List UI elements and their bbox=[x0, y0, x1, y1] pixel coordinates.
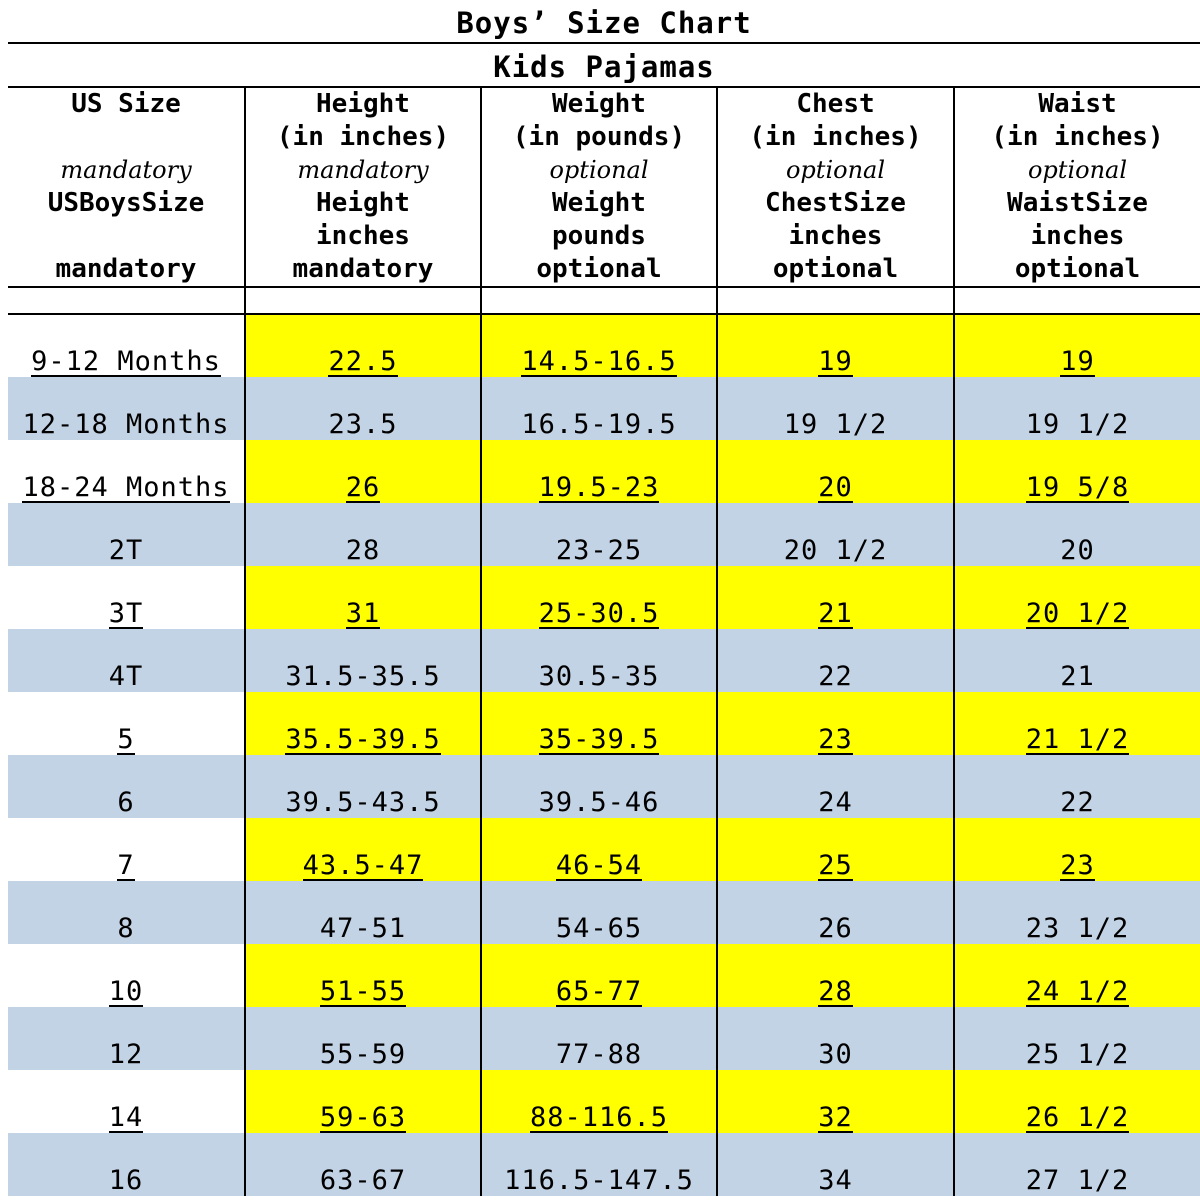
cell-value: 7 bbox=[117, 850, 135, 881]
cell-value: 21 bbox=[1060, 661, 1095, 692]
cell-value: 2T bbox=[108, 535, 144, 566]
cell-value: 25 bbox=[818, 850, 853, 881]
chest-cell bbox=[717, 629, 954, 692]
us-size-cell bbox=[8, 944, 245, 1007]
waist-cell bbox=[954, 566, 1200, 629]
table-row bbox=[8, 881, 1200, 944]
height-cell bbox=[245, 818, 481, 881]
height-cell bbox=[245, 1070, 481, 1133]
height-cell bbox=[245, 1007, 481, 1070]
cell-value: 20 1/2 bbox=[783, 535, 888, 566]
weight-cell bbox=[481, 881, 717, 944]
cell-value: 3T bbox=[108, 598, 144, 629]
cell-value: 46-54 bbox=[555, 850, 643, 881]
header-cell: ChestSize bbox=[717, 187, 954, 220]
chest-cell bbox=[717, 944, 954, 1007]
spacer-cell bbox=[954, 287, 1200, 314]
waist-cell bbox=[954, 755, 1200, 818]
cell-value: 43.5-47 bbox=[302, 850, 424, 881]
chest-cell bbox=[717, 881, 954, 944]
header-cell: inches bbox=[717, 220, 954, 253]
cell-value: 20 bbox=[1060, 535, 1095, 566]
size-rows bbox=[8, 314, 1200, 1196]
cell-value: 88-116.5 bbox=[529, 1102, 669, 1133]
weight-cell bbox=[481, 566, 717, 629]
cell-value: 31.5-35.5 bbox=[285, 661, 441, 692]
header-cell bbox=[8, 121, 245, 154]
us-size-cell bbox=[8, 377, 245, 440]
cell-value: 12-18 Months bbox=[22, 409, 230, 440]
waist-cell bbox=[954, 629, 1200, 692]
waist-cell bbox=[954, 1133, 1200, 1196]
us-size-cell bbox=[8, 818, 245, 881]
cell-value: 26 bbox=[818, 913, 853, 944]
chest-cell bbox=[717, 314, 954, 377]
table-row bbox=[8, 314, 1200, 377]
header-cell: optional bbox=[717, 253, 954, 287]
header-cell: mandatory bbox=[245, 253, 481, 287]
weight-cell bbox=[481, 314, 717, 377]
cell-value: 12 bbox=[108, 1039, 144, 1070]
spacer-cell bbox=[245, 287, 481, 314]
weight-cell bbox=[481, 692, 717, 755]
header-cell: optional bbox=[481, 154, 717, 187]
header-cell: optional bbox=[717, 154, 954, 187]
waist-cell bbox=[954, 314, 1200, 377]
us-size-cell bbox=[8, 692, 245, 755]
table-row bbox=[8, 503, 1200, 566]
waist-cell bbox=[954, 944, 1200, 1007]
header-cell: mandatory bbox=[8, 253, 245, 287]
cell-value: 20 bbox=[818, 472, 853, 503]
height-cell bbox=[245, 944, 481, 1007]
chest-cell bbox=[717, 692, 954, 755]
height-cell bbox=[245, 503, 481, 566]
header-cell: pounds bbox=[481, 220, 717, 253]
us-size-cell bbox=[8, 440, 245, 503]
cell-value: 24 1/2 bbox=[1025, 976, 1130, 1007]
cell-value: 77-88 bbox=[555, 1039, 643, 1070]
waist-cell bbox=[954, 1070, 1200, 1133]
table-row bbox=[8, 377, 1200, 440]
spacer-cell bbox=[8, 287, 245, 314]
table-row bbox=[8, 1070, 1200, 1133]
chest-cell bbox=[717, 818, 954, 881]
cell-value: 19 bbox=[818, 346, 853, 377]
table-row bbox=[8, 944, 1200, 1007]
chest-cell bbox=[717, 377, 954, 440]
cell-value: 39.5-46 bbox=[538, 787, 660, 818]
cell-value: 65-77 bbox=[555, 976, 643, 1007]
header-cell: Chest bbox=[717, 88, 954, 121]
cell-value: 19 1/2 bbox=[1025, 409, 1130, 440]
table-row bbox=[8, 629, 1200, 692]
table-row bbox=[8, 440, 1200, 503]
cell-value: 30.5-35 bbox=[538, 661, 660, 692]
waist-cell bbox=[954, 692, 1200, 755]
cell-value: 5 bbox=[117, 724, 135, 755]
header-cell: USBoysSize bbox=[8, 187, 245, 220]
cell-value: 10 bbox=[108, 976, 144, 1007]
header-cell: optional bbox=[481, 253, 717, 287]
weight-cell bbox=[481, 377, 717, 440]
chest-cell bbox=[717, 1007, 954, 1070]
waist-cell bbox=[954, 440, 1200, 503]
cell-value: 16 bbox=[108, 1165, 144, 1196]
header-cell: optional bbox=[954, 154, 1200, 187]
weight-cell bbox=[481, 1133, 717, 1196]
chest-cell bbox=[717, 1070, 954, 1133]
weight-cell bbox=[481, 503, 717, 566]
weight-cell bbox=[481, 944, 717, 1007]
cell-value: 59-63 bbox=[319, 1102, 407, 1133]
table-row bbox=[8, 1133, 1200, 1196]
header-cell: Weight bbox=[481, 187, 717, 220]
chart-title: Boys’ Size Chart bbox=[8, 0, 1200, 44]
cell-value: 6 bbox=[117, 787, 135, 818]
header-cell: US Size bbox=[8, 88, 245, 121]
header-cell bbox=[8, 220, 245, 253]
cell-value: 22 bbox=[818, 661, 853, 692]
cell-value: 26 1/2 bbox=[1025, 1102, 1130, 1133]
header-row-field-names bbox=[8, 187, 1200, 220]
cell-value: 19 5/8 bbox=[1025, 472, 1130, 503]
header-cell: Weight bbox=[481, 88, 717, 121]
waist-cell bbox=[954, 377, 1200, 440]
cell-value: 14.5-16.5 bbox=[521, 346, 677, 377]
cell-value: 55-59 bbox=[319, 1039, 407, 1070]
header-cell: inches bbox=[245, 220, 481, 253]
header-row-labels bbox=[8, 88, 1200, 121]
cell-value: 23 1/2 bbox=[1025, 913, 1130, 944]
header-cell: (in inches) bbox=[717, 121, 954, 154]
chest-cell bbox=[717, 440, 954, 503]
us-size-cell bbox=[8, 566, 245, 629]
cell-value: 25 1/2 bbox=[1025, 1039, 1130, 1070]
cell-value: 24 bbox=[818, 787, 853, 818]
height-cell bbox=[245, 629, 481, 692]
cell-value: 14 bbox=[108, 1102, 144, 1133]
header-cell: (in inches) bbox=[954, 121, 1200, 154]
header-row-units bbox=[8, 121, 1200, 154]
chest-cell bbox=[717, 503, 954, 566]
height-cell bbox=[245, 566, 481, 629]
header-cell: mandatory bbox=[245, 154, 481, 187]
us-size-cell bbox=[8, 503, 245, 566]
header-cell: (in inches) bbox=[245, 121, 481, 154]
us-size-cell bbox=[8, 755, 245, 818]
weight-cell bbox=[481, 1070, 717, 1133]
cell-value: 116.5-147.5 bbox=[504, 1165, 694, 1196]
header-row-field-units bbox=[8, 220, 1200, 253]
height-cell bbox=[245, 314, 481, 377]
cell-value: 21 1/2 bbox=[1025, 724, 1130, 755]
chest-cell bbox=[717, 1133, 954, 1196]
cell-value: 8 bbox=[117, 913, 135, 944]
height-cell bbox=[245, 692, 481, 755]
cell-value: 32 bbox=[818, 1102, 853, 1133]
cell-value: 23 bbox=[1060, 850, 1095, 881]
cell-value: 19 bbox=[1060, 346, 1095, 377]
header-cell: (in pounds) bbox=[481, 121, 717, 154]
header-cell: inches bbox=[954, 220, 1200, 253]
cell-value: 23.5 bbox=[328, 409, 398, 440]
us-size-cell bbox=[8, 314, 245, 377]
header-cell: WaistSize bbox=[954, 187, 1200, 220]
cell-value: 19 1/2 bbox=[783, 409, 888, 440]
cell-value: 28 bbox=[818, 976, 853, 1007]
table-row bbox=[8, 1007, 1200, 1070]
us-size-cell bbox=[8, 881, 245, 944]
table-row bbox=[8, 692, 1200, 755]
cell-value: 63-67 bbox=[319, 1165, 407, 1196]
weight-cell bbox=[481, 1007, 717, 1070]
table-row bbox=[8, 755, 1200, 818]
us-size-cell bbox=[8, 1133, 245, 1196]
us-size-cell bbox=[8, 1070, 245, 1133]
cell-value: 27 1/2 bbox=[1025, 1165, 1130, 1196]
cell-value: 26 bbox=[345, 472, 381, 503]
cell-value: 35.5-39.5 bbox=[285, 724, 441, 755]
cell-value: 23-25 bbox=[555, 535, 643, 566]
cell-value: 51-55 bbox=[319, 976, 407, 1007]
height-cell bbox=[245, 755, 481, 818]
height-cell bbox=[245, 1133, 481, 1196]
cell-value: 31 bbox=[345, 598, 381, 629]
us-size-cell bbox=[8, 1007, 245, 1070]
weight-cell bbox=[481, 629, 717, 692]
chest-cell bbox=[717, 755, 954, 818]
header-cell: Waist bbox=[954, 88, 1200, 121]
table-row bbox=[8, 566, 1200, 629]
table-row bbox=[8, 818, 1200, 881]
cell-value: 4T bbox=[108, 661, 144, 692]
weight-cell bbox=[481, 818, 717, 881]
cell-value: 21 bbox=[818, 598, 853, 629]
cell-value: 23 bbox=[818, 724, 853, 755]
header-row-requirement bbox=[8, 154, 1200, 187]
cell-value: 22.5 bbox=[328, 346, 398, 377]
cell-value: 47-51 bbox=[319, 913, 407, 944]
waist-cell bbox=[954, 881, 1200, 944]
cell-value: 16.5-19.5 bbox=[521, 409, 677, 440]
header-cell: Height bbox=[245, 187, 481, 220]
spacer-row bbox=[8, 287, 1200, 314]
us-size-cell bbox=[8, 629, 245, 692]
weight-cell bbox=[481, 440, 717, 503]
chest-cell bbox=[717, 566, 954, 629]
waist-cell bbox=[954, 503, 1200, 566]
cell-value: 35-39.5 bbox=[538, 724, 660, 755]
weight-cell bbox=[481, 755, 717, 818]
waist-cell bbox=[954, 1007, 1200, 1070]
spacer-cell bbox=[717, 287, 954, 314]
cell-value: 20 1/2 bbox=[1025, 598, 1130, 629]
cell-value: 28 bbox=[345, 535, 381, 566]
cell-value: 30 bbox=[818, 1039, 853, 1070]
size-table bbox=[8, 88, 1200, 1196]
cell-value: 18-24 Months bbox=[22, 472, 230, 503]
header-row-field-requirement bbox=[8, 253, 1200, 287]
header-cell: mandatory bbox=[8, 154, 245, 187]
spacer-cell bbox=[481, 287, 717, 314]
header-cell: Height bbox=[245, 88, 481, 121]
cell-value: 22 bbox=[1060, 787, 1095, 818]
height-cell bbox=[245, 440, 481, 503]
cell-value: 39.5-43.5 bbox=[285, 787, 441, 818]
chart-subtitle: Kids Pajamas bbox=[8, 44, 1200, 88]
height-cell bbox=[245, 881, 481, 944]
cell-value: 19.5-23 bbox=[538, 472, 660, 503]
height-cell bbox=[245, 377, 481, 440]
waist-cell bbox=[954, 818, 1200, 881]
cell-value: 54-65 bbox=[555, 913, 643, 944]
cell-value: 25-30.5 bbox=[538, 598, 660, 629]
cell-value: 34 bbox=[818, 1165, 853, 1196]
header-cell: optional bbox=[954, 253, 1200, 287]
cell-value: 9-12 Months bbox=[31, 346, 221, 377]
